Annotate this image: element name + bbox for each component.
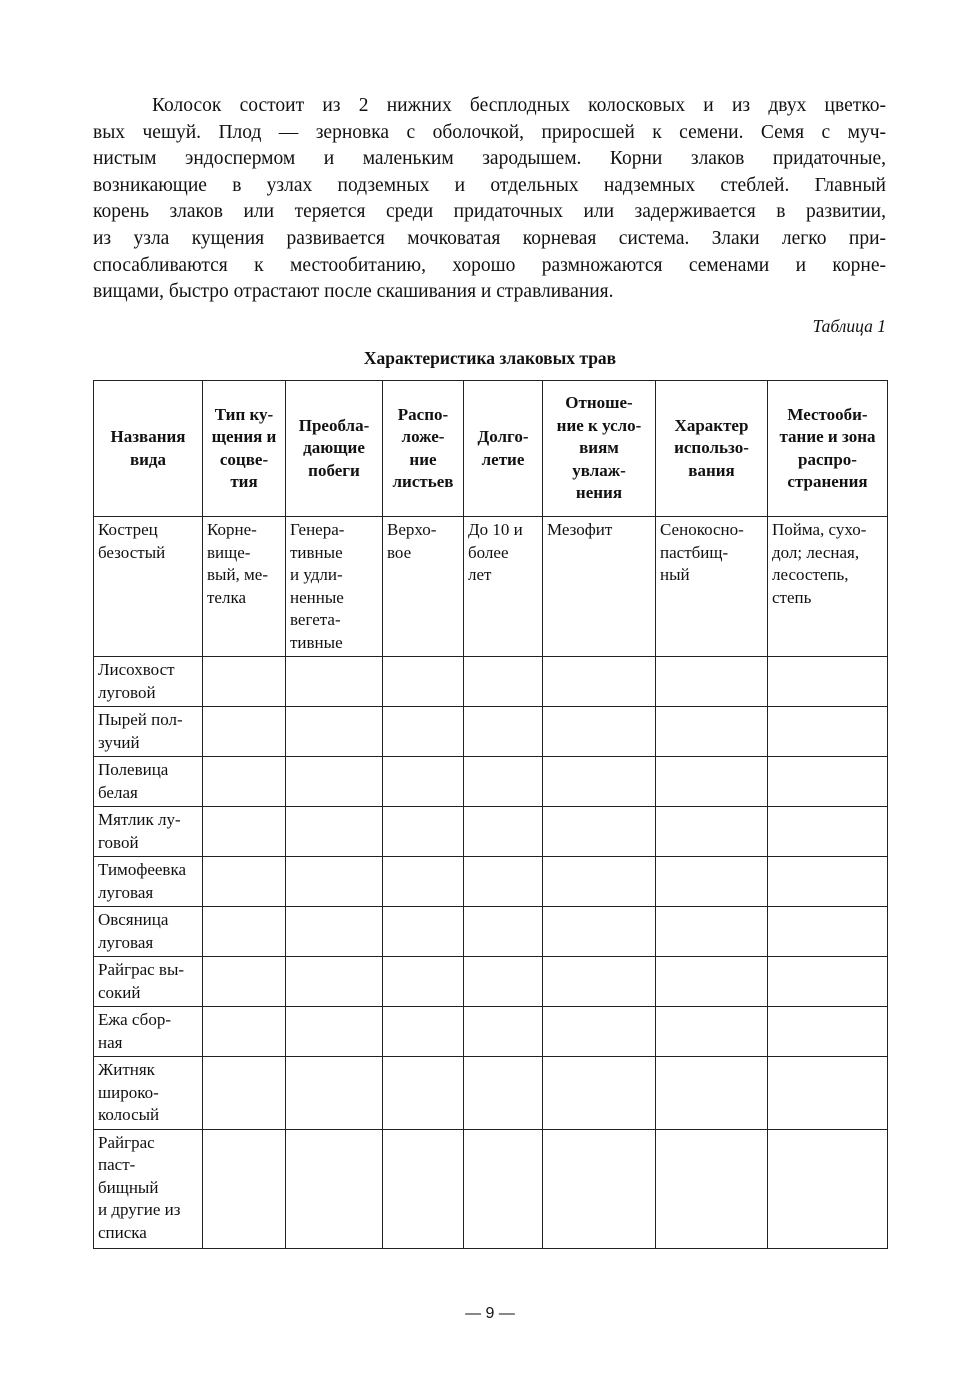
body-paragraph [93,93,886,306]
table-cell: Генера- тивные и удли- ненные вегета- тивные [286,517,383,657]
table-title: Характеристика злаковых трав [363,348,617,368]
column-header: Тип ку- щения и соцве- тия [203,381,286,517]
table-cell [383,857,464,907]
table-cell: Полевица белая [94,757,203,807]
paragraph-line: спосабливаются к местообитанию, хорошо размножаются семенами и корне- [93,254,886,276]
table-cell: Мезофит [543,517,656,657]
table-cell [203,857,286,907]
table-cell [383,1007,464,1057]
table-cell [286,957,383,1007]
table-cell [543,707,656,757]
table-cell [286,1057,383,1130]
paragraph-line: возникающие в узлах подземных и отдельных надземных стеблей. Главный [93,174,886,196]
table-cell [286,907,383,957]
table-cell: Райграс паст- бищный и другие из списка [94,1129,203,1248]
table-cell: Лисохвост луговой [94,657,203,707]
table-cell [543,957,656,1007]
table-cell [203,1007,286,1057]
table-cell [768,957,888,1007]
column-header: Распо- ложе- ние листьев [383,381,464,517]
table-cell [464,757,543,807]
column-header: Названия вида [94,381,203,517]
table-cell: Сенокосно- пастбищ- ный [656,517,768,657]
table-cell [543,1129,656,1248]
table-cell: Корне- вище- вый, ме- телка [203,517,286,657]
table-row [94,1007,888,1057]
column-header: Характер использо- вания [656,381,768,517]
table-cell: До 10 и более лет [464,517,543,657]
grass-characteristics-table [93,380,888,1249]
table-cell: Овсяница луговая [94,907,203,957]
table-cell [656,807,768,857]
table-cell [464,707,543,757]
table-header-row [94,381,888,517]
paragraph-line: из узла кущения развивается мочковатая корневая система. Злаки легко при- [93,227,886,249]
table-cell [656,1007,768,1057]
table-cell [656,707,768,757]
table-cell [203,707,286,757]
table-cell [768,1007,888,1057]
table-cell [464,807,543,857]
table-row [94,657,888,707]
table-cell [656,757,768,807]
table-cell [543,757,656,807]
table-cell [383,957,464,1007]
table-cell: Райграс вы- сокий [94,957,203,1007]
table-cell: Пырей пол- зучий [94,707,203,757]
table-cell [203,807,286,857]
table-cell [203,1057,286,1130]
table-cell [286,1007,383,1057]
table-cell [203,757,286,807]
table-cell [543,907,656,957]
table-cell [383,657,464,707]
table-cell [656,1057,768,1130]
table-cell [286,657,383,707]
table-cell [203,657,286,707]
table-cell [768,857,888,907]
column-header: Долго- летие [464,381,543,517]
table-cell [656,1129,768,1248]
table-cell [464,1057,543,1130]
paragraph-line: нистым эндоспермом и маленьким зародышем. Корни злаков придаточные, [93,148,886,170]
column-header: Местооби- тание и зона распро- странения [768,381,888,517]
table-cell: Тимофеевка луговая [94,857,203,907]
table-cell [656,657,768,707]
table-cell [383,1129,464,1248]
table-cell [543,857,656,907]
table-cell [203,907,286,957]
table-cell [768,707,888,757]
table-row [94,807,888,857]
table-cell [656,857,768,907]
table-cell: Ежа сбор- ная [94,1007,203,1057]
table-cell [464,1129,543,1248]
paragraph-line: корень злаков или теряется среди придаточных или задерживается в развитии, [93,201,886,223]
table-cell: Мятлик лу- говой [94,807,203,857]
table-row [94,907,888,957]
table-cell: Житняк широко- колосый [94,1057,203,1130]
table-cell [464,657,543,707]
table-row [94,1057,888,1130]
table-cell [286,757,383,807]
table-cell [464,957,543,1007]
table-cell [383,907,464,957]
table-cell [768,1129,888,1248]
column-header: Отноше- ние к усло- виям увлаж- нения [543,381,656,517]
table-cell [383,707,464,757]
table-cell [768,757,888,807]
table-cell [768,907,888,957]
table-cell: Верхо- вое [383,517,464,657]
table-row [94,857,888,907]
table-cell [383,757,464,807]
table-cell [203,957,286,1007]
table-cell [543,807,656,857]
table-cell [543,1057,656,1130]
table-row [94,1129,888,1248]
paragraph-line: Колосок состоит из 2 нижних бесплодных колосковых и из двух цветко- [152,95,886,116]
table-cell [286,1129,383,1248]
table-row [94,707,888,757]
column-header: Преобла- дающие побеги [286,381,383,517]
table-cell [286,857,383,907]
table-cell [768,807,888,857]
table-cell [543,1007,656,1057]
paragraph-line: вищами, быстро отрастают после скашивания и стравливания. [93,281,614,303]
table-cell [768,1057,888,1130]
table-cell [464,1007,543,1057]
table-row [94,517,888,657]
table-cell: Кострец безостый [94,517,203,657]
table-cell [656,907,768,957]
table-cell [464,907,543,957]
page-number: — 9 — [465,1305,515,1322]
table-cell [286,807,383,857]
table-label: Таблица 1 [812,316,886,336]
table-cell [656,957,768,1007]
table-cell: Пойма, сухо- дол; лесная, лесостепь, степь [768,517,888,657]
table-cell [543,657,656,707]
table-cell [768,657,888,707]
table-row [94,957,888,1007]
table-cell [383,1057,464,1130]
paragraph-line: вых чешуй. Плод — зерновка с оболочкой, приросшей к семени. Семя с муч- [93,121,886,143]
table-cell [464,857,543,907]
table-cell [286,707,383,757]
table-cell [203,1129,286,1248]
table-row [94,757,888,807]
table-cell [383,807,464,857]
